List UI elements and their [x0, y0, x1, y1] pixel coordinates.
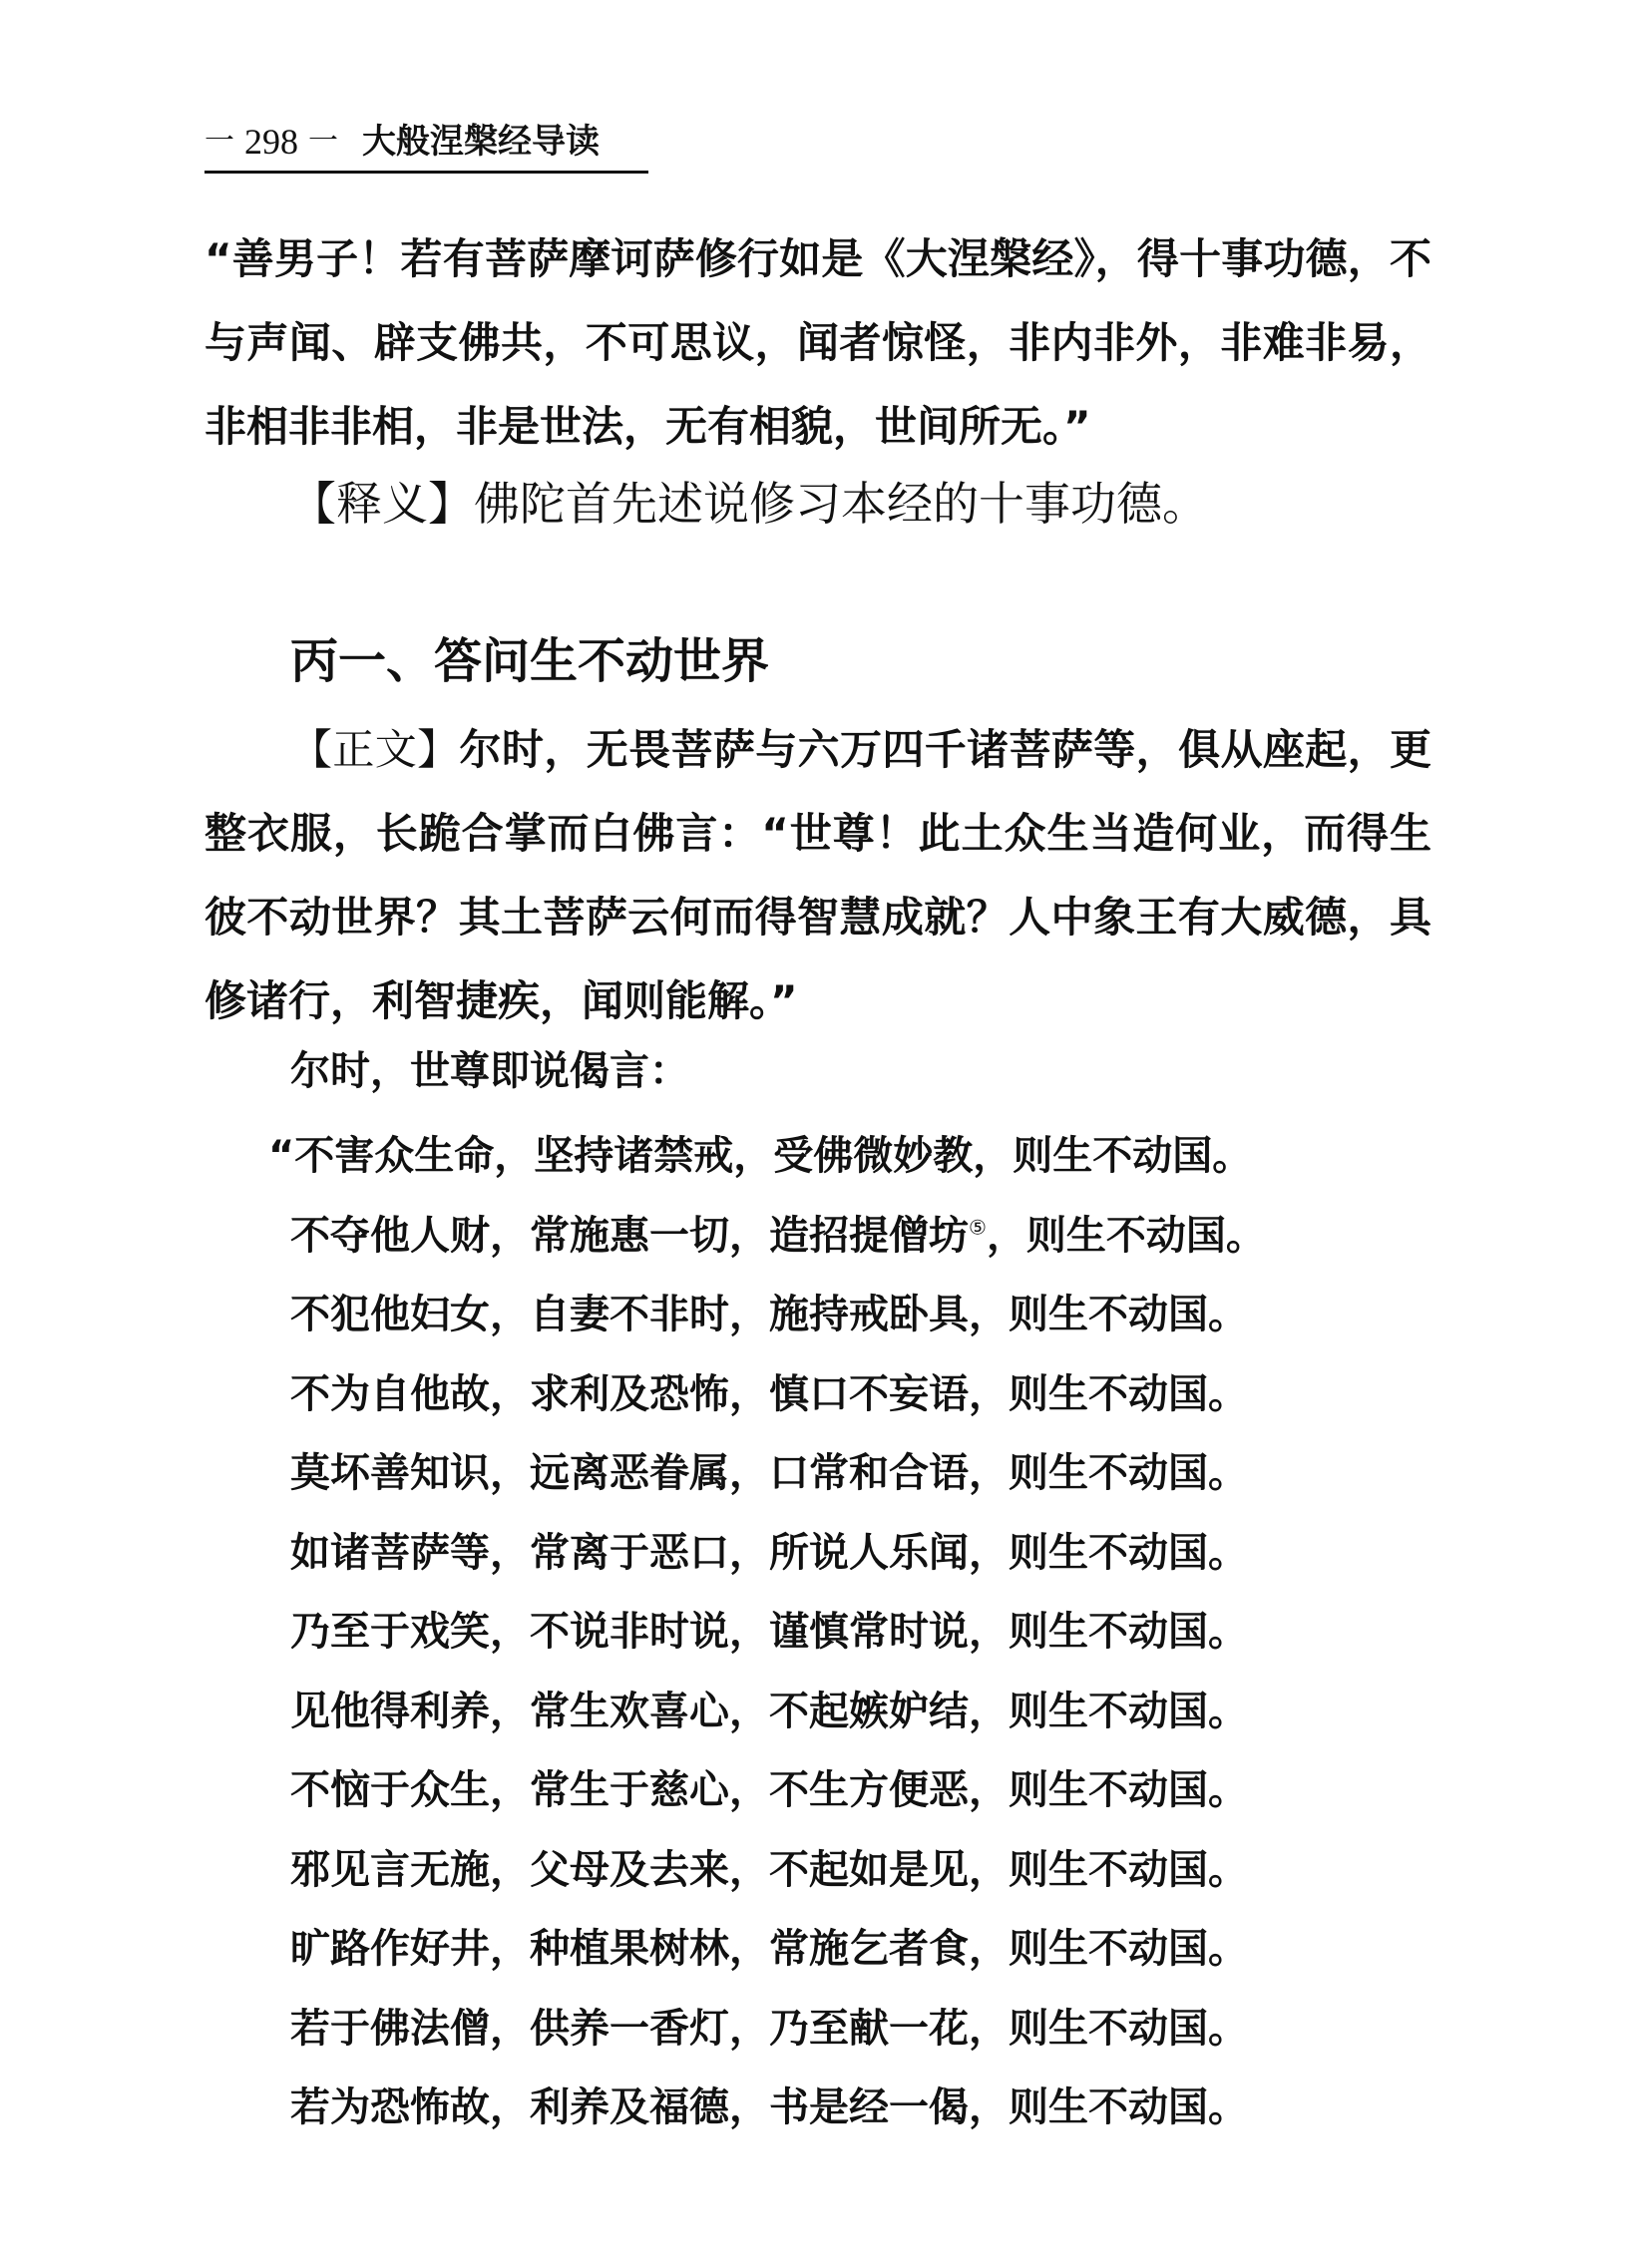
running-head-dash-right: 一	[308, 123, 338, 159]
running-head	[204, 112, 648, 174]
verse-line: 如诸菩萨等，常离于恶口，所说人乐闻，则生不动国。	[290, 1529, 1248, 1576]
page-number: 298	[244, 121, 298, 162]
section-heading: 丙一、答问生不动世界	[290, 633, 770, 689]
explanation-label: 【释义】	[290, 477, 474, 531]
verse-line: 邪见言无施，父母及去来，不起如是见，则生不动国。	[290, 1846, 1248, 1893]
verse-line	[290, 1197, 1388, 1277]
running-head-dash-left: 一	[204, 123, 234, 159]
verse-line: 不为自他故，求利及恐怖，慎口不妄语，则生不动国。	[290, 1370, 1248, 1417]
main-text-paragraph	[204, 708, 1431, 1043]
verse-line: 若于佛法僧，供养一香灯，乃至献一花，则生不动国。	[290, 2005, 1248, 2052]
verse-line-text: 不夺他人财，常施惠一切，造招提僧坊	[290, 1212, 969, 1259]
main-text-label: 【正文】	[290, 725, 460, 774]
main-text-body: 尔时，无畏菩萨与六万四千诸菩萨等，俱从座起，更整衣服，长跪合掌而白佛言：“世尊！此土众生当造何业，而得生彼不动世界？其土菩萨云何而得智慧成就？人中象王有大威德，具修诸行，利智捷疾，闻则能解。”	[204, 725, 1431, 1025]
book-title: 大般涅槃经导读	[362, 121, 600, 162]
sutra-paragraph-ten-merits: “善男子！若有菩萨摩诃萨修行如是《大涅槃经》，得十事功德，不与声闻、辟支佛共，不可思议，闻者惊怪，非内非外，非难非易，非相非非相，非是世法，无有相貌，世间所无。”	[204, 234, 1431, 451]
verse-line: 乃至于戏笑，不说非时说，谨慎常时说，则生不动国。	[290, 1609, 1248, 1655]
verse-line: 不犯他妇女，自妻不非时，施持戒卧具，则生不动国。	[290, 1292, 1248, 1337]
explanation-text: 佛陀首先述说修习本经的十事功德。	[474, 477, 1208, 531]
verse-line: 旷路作好井，种植果树林，常施乞者食，则生不动国。	[290, 1926, 1248, 1972]
verse-intro-line: 尔时，世尊即说偈言：	[290, 1048, 689, 1094]
verse-line: 若为恐怖故，利养及福德，书是经一偈，则生不动国。	[290, 2084, 1248, 2130]
verse-line-text: ，则生不动国。	[986, 1212, 1266, 1259]
verse-line: 见他得利养，常生欢喜心，不起嫉妒结，则生不动国。	[290, 1688, 1248, 1734]
footnote-marker: ⑤	[969, 1215, 987, 1240]
verse-line: “不害众生命，坚持诸禁戒，受佛微妙教，则生不动国。	[268, 1133, 1253, 1179]
verse-list	[268, 1117, 1388, 2148]
explanation-paragraph	[290, 469, 1208, 539]
verse-line: 不恼于众生，常生于慈心，不生方便恶，则生不动国。	[290, 1767, 1248, 1813]
verse-line: 莫坏善知识，远离恶眷属，口常和合语，则生不动国。	[290, 1450, 1248, 1496]
